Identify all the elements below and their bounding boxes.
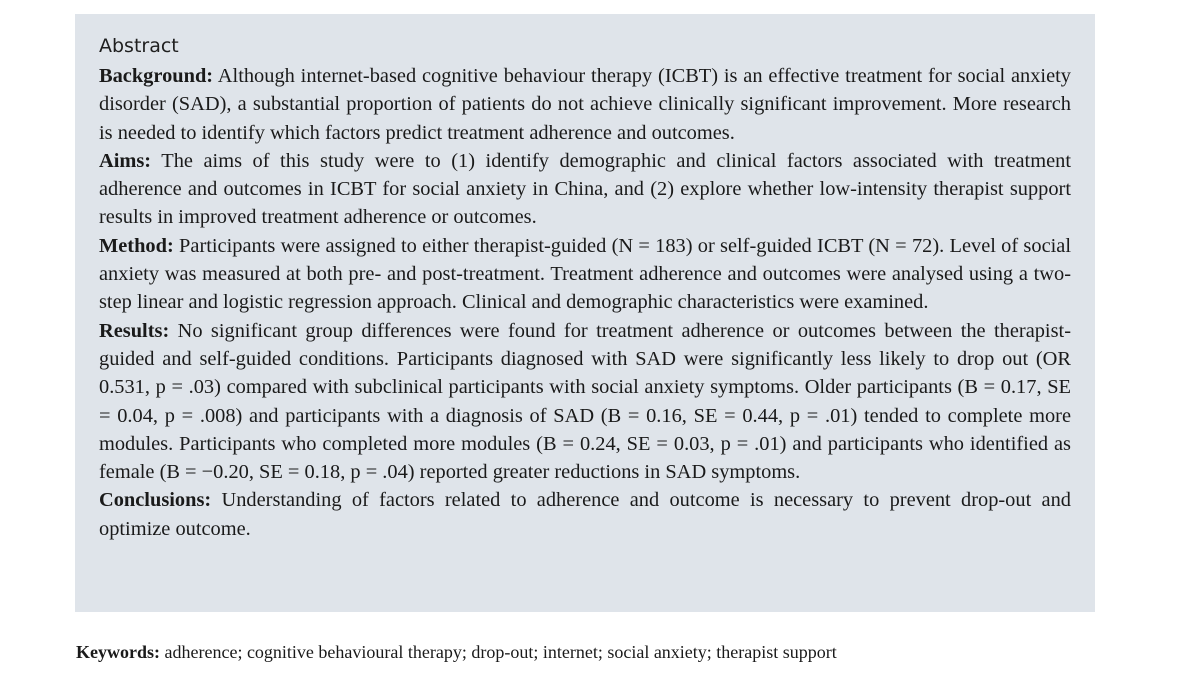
keywords-line (76, 640, 1116, 664)
abstract-heading: Abstract (99, 35, 179, 57)
section-text: Although internet-based cognitive behaviour therapy (ICBT) is an effective treatment for social anxiety disorder (SAD), a substantial proportion of patients do not achieve clinically significant improvement. More research is needed to identify which factors predict treatment adherence and outcomes. (99, 65, 1071, 144)
abstract-box (75, 14, 1095, 612)
abstract-section-conclusions (99, 486, 1071, 543)
section-label: Results: (99, 319, 170, 342)
keywords-label: Keywords: (76, 642, 160, 662)
section-label: Aims: (99, 149, 152, 172)
section-text: Understanding of factors related to adherence and outcome is necessary to prevent drop-out and optimize outcome. (99, 489, 1071, 540)
abstract-section-method (99, 232, 1071, 317)
keywords-text: adherence; cognitive behavioural therapy; drop-out; internet; social anxiety; therapist support (164, 642, 837, 662)
abstract-section-aims (99, 147, 1071, 232)
section-text: Participants were assigned to either therapist-guided (N = 183) or self-guided ICBT (N = 72). Level of social anxiety was measured at both pre- and post-treatment. Treatment adherence and outcomes were analysed using a two-step linear and logistic regression approach. Clinical and demographic characteristics were examined. (99, 234, 1071, 314)
section-label: Method: (99, 234, 174, 257)
abstract-section-results (99, 317, 1071, 487)
abstract-section-background (99, 62, 1071, 147)
section-text: No significant group differences were found for treatment adherence or outcomes between the therapist-guided and self-guided conditions. Participants diagnosed with SAD were significantly less likely to drop out (OR 0.531, p = .03) compared with subclinical participants with social anxiety symptoms. Older participants (B = 0.17, SE = 0.04, p = .008) and participants with a diagnosis of SAD (B = 0.16, SE = 0.44, p = .01) tended to complete more modules. Participants who completed more modules (B = 0.24, SE = 0.03, p = .01) and participants who identified as female (B = −0.20, SE = 0.18, p = .04) reported greater reductions in SAD symptoms. (99, 319, 1071, 484)
section-label: Conclusions: (99, 489, 212, 512)
section-label: Background: (99, 65, 214, 87)
section-text: The aims of this study were to (1) identify demographic and clinical factors associated with treatment adherence and outcomes in ICBT for social anxiety in China, and (2) explore whether low-intensity therapist support results in improved treatment adherence or outcomes. (99, 149, 1071, 229)
